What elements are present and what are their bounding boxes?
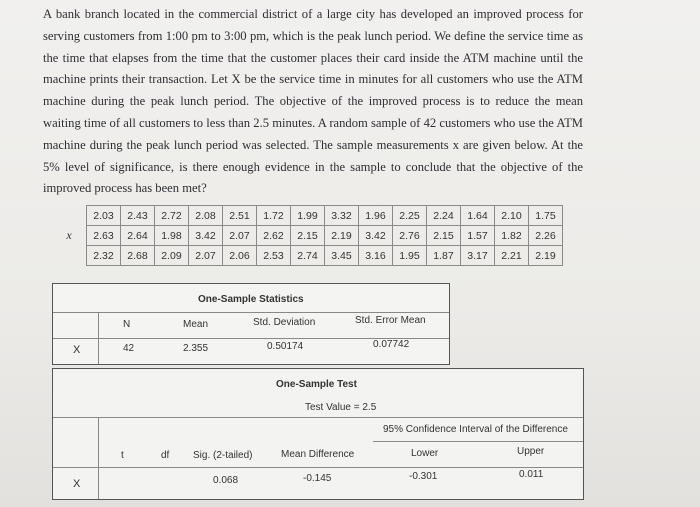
- header-upper: Upper: [517, 446, 545, 457]
- one-sample-statistics-table: [52, 283, 450, 365]
- sample-cell: 3.45: [325, 246, 359, 266]
- sample-label: x: [66, 228, 72, 242]
- sample-cell: 2.21: [495, 246, 529, 266]
- sample-cell: 2.26: [529, 226, 563, 246]
- sample-cell: 2.15: [291, 226, 325, 246]
- value-mean: 2.355: [183, 343, 209, 354]
- sample-cell: 3.16: [359, 246, 393, 266]
- sample-cell: 2.19: [529, 246, 563, 266]
- sample-cell: 2.32: [87, 246, 121, 266]
- sample-cell: 3.42: [359, 226, 393, 246]
- header-lower: Lower: [411, 448, 439, 459]
- value-std-error-mean: 0.07742: [373, 339, 410, 350]
- header-df: df: [161, 450, 170, 461]
- sample-table: [52, 205, 563, 266]
- test-title: One-Sample Test: [276, 379, 357, 390]
- sample-cell: 1.57: [461, 226, 495, 246]
- value-upper: 0.011: [519, 469, 544, 480]
- sample-cell: 2.25: [393, 206, 427, 226]
- sample-cell: 1.87: [427, 246, 461, 266]
- sample-cell: 1.96: [359, 206, 393, 226]
- sample-cell: 1.95: [393, 246, 427, 266]
- sample-cell: 2.72: [155, 206, 189, 226]
- sample-cell: 2.08: [189, 206, 223, 226]
- row-label: X: [73, 344, 81, 356]
- sample-cell: 2.10: [495, 206, 529, 226]
- sample-cell: 2.06: [223, 246, 257, 266]
- sample-cell: 3.32: [325, 206, 359, 226]
- sample-label: [52, 246, 87, 266]
- sample-cell: 1.82: [495, 226, 529, 246]
- sample-row: [52, 206, 563, 226]
- sample-cell: 2.76: [393, 226, 427, 246]
- sample-cell: 1.64: [461, 206, 495, 226]
- header-std-deviation: Std. Deviation: [253, 317, 316, 328]
- sample-cell: 2.68: [121, 246, 155, 266]
- value-lower: -0.301: [409, 471, 438, 482]
- sample-cell: 2.63: [87, 226, 121, 246]
- statistics-title: One-Sample Statistics: [198, 294, 304, 305]
- sample-cell: 2.74: [291, 246, 325, 266]
- sample-cell: 2.64: [121, 226, 155, 246]
- sample-cell: 1.99: [291, 206, 325, 226]
- value-mean-difference: -0.145: [303, 473, 332, 484]
- header-mean-difference: Mean Difference: [281, 449, 355, 460]
- value-std-deviation: 0.50174: [267, 341, 304, 352]
- sample-row: [52, 226, 563, 246]
- problem-statement: A bank branch located in the commercial district of a large city has developed an improved process for serving customers from 1:00 pm to 3:00 pm, which is the peak lunch period. We define the service time as the time that elapses from the time that the customer places their card inside the ATM machine until the machine prints their transaction. Let X be the service time in minutes for all customers who use the ATM machine during the peak lunch period. The objective of the improved process is to reduce the mean waiting time of all customers to less than 2.5 minutes. A random sample of 42 customers who use the ATM machine during the peak lunch period was selected. The sample measurements x are given below. At the 5% level of significance, is there enough evidence in the sample to conclude that the objective of the improved process has been met?: [43, 7, 583, 196]
- sample-cell: 2.19: [325, 226, 359, 246]
- header-t: t: [121, 450, 124, 461]
- ci-header: 95% Confidence Interval of the Difference: [383, 424, 568, 435]
- test-value: Test Value = 2.5: [305, 402, 377, 413]
- sample-cell: 2.51: [223, 206, 257, 226]
- row-label: X: [73, 478, 81, 490]
- sample-cell: 2.43: [121, 206, 155, 226]
- sample-cell: 2.09: [155, 246, 189, 266]
- sample-cell: 2.24: [427, 206, 461, 226]
- sample-cell: 2.62: [257, 226, 291, 246]
- sample-cell: 2.03: [87, 206, 121, 226]
- header-mean: Mean: [183, 319, 209, 330]
- sample-row: [52, 246, 563, 266]
- sample-cell: 1.72: [257, 206, 291, 226]
- sample-cell: 3.17: [461, 246, 495, 266]
- sample-cell: 2.07: [223, 226, 257, 246]
- sample-cell: 1.98: [155, 226, 189, 246]
- sample-cell: 2.07: [189, 246, 223, 266]
- value-n: 42: [123, 343, 135, 354]
- sample-cell: 3.42: [189, 226, 223, 246]
- header-n: N: [123, 319, 131, 330]
- header-sig: Sig. (2-tailed): [193, 450, 253, 461]
- sample-cell: 1.75: [529, 206, 563, 226]
- one-sample-test-table: [52, 368, 584, 500]
- header-std-error-mean: Std. Error Mean: [355, 315, 426, 326]
- sample-label: [52, 206, 87, 226]
- sample-cell: 2.15: [427, 226, 461, 246]
- value-sig: 0.068: [213, 475, 239, 486]
- sample-cell: 2.53: [257, 246, 291, 266]
